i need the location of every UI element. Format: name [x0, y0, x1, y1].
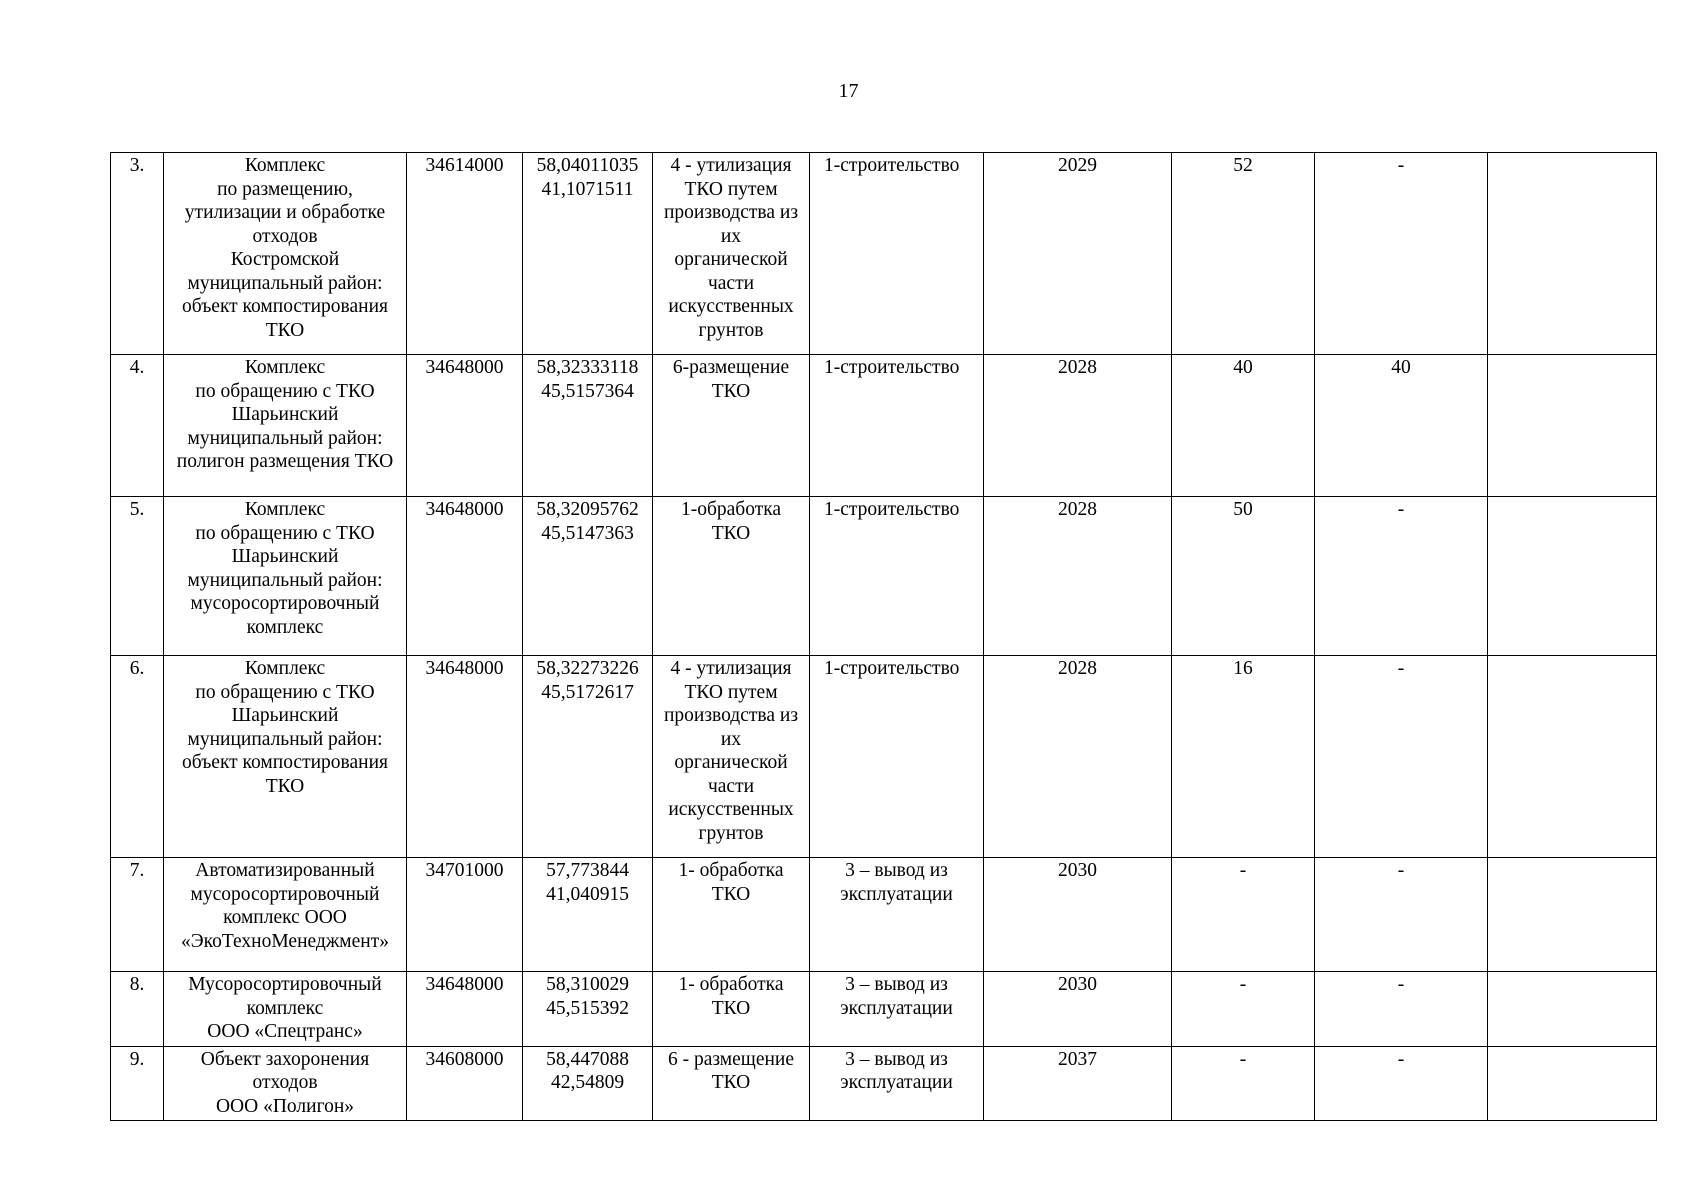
activity-type-cell: 6-размещение ТКО — [653, 355, 810, 497]
okato-code-cell: 34614000 — [407, 153, 523, 355]
activity-type-cell: 1- обработка ТКО — [653, 858, 810, 972]
coordinates-cell: 57,773844 41,040915 — [523, 858, 653, 972]
activity-type-cell: 6 - размещение ТКО — [653, 1046, 810, 1121]
stage-cell: 3 – вывод из эксплуатации — [810, 1046, 984, 1121]
facility-name-cell: Комплекс по обращению с ТКО Шарьинский муниципальный район: мусоросортировочный комплекс — [164, 497, 407, 656]
coordinates-cell: 58,447088 42,54809 — [523, 1046, 653, 1121]
stage-cell: 1-строительство — [810, 153, 984, 355]
capacity-cell: - — [1172, 972, 1315, 1047]
activity-type-cell: 1- обработка ТКО — [653, 972, 810, 1047]
stage-cell: 1-строительство — [810, 497, 984, 656]
table-row — [111, 153, 1657, 355]
capacity-cell: - — [1172, 858, 1315, 972]
stage-cell: 3 – вывод из эксплуатации — [810, 858, 984, 972]
area-cell: - — [1315, 497, 1488, 656]
coordinates-cell: 58,310029 45,515392 — [523, 972, 653, 1047]
year-cell: 2030 — [984, 858, 1172, 972]
extra-cell — [1488, 656, 1657, 858]
coordinates-cell: 58,32095762 45,5147363 — [523, 497, 653, 656]
row-number-cell: 5. — [111, 497, 164, 656]
facility-name-cell: Объект захоронения отходов ООО «Полигон» — [164, 1046, 407, 1121]
capacity-cell: 50 — [1172, 497, 1315, 656]
capacity-cell: 52 — [1172, 153, 1315, 355]
facility-name-cell: Мусоросортировочный комплекс ООО «Спецтранс» — [164, 972, 407, 1047]
facility-name-cell: Комплекс по обращению с ТКО Шарьинский муниципальный район: объект компостирования ТКО — [164, 656, 407, 858]
year-cell: 2028 — [984, 497, 1172, 656]
activity-type-cell: 4 - утилизация ТКО путем производства из их органической части искусственных грунтов — [653, 153, 810, 355]
table-row — [111, 1046, 1657, 1121]
extra-cell — [1488, 497, 1657, 656]
area-cell: - — [1315, 858, 1488, 972]
area-cell: - — [1315, 1046, 1488, 1121]
facility-name-cell: Комплекс по обращению с ТКО Шарьинский муниципальный район: полигон размещения ТКО — [164, 355, 407, 497]
okato-code-cell: 34701000 — [407, 858, 523, 972]
year-cell: 2037 — [984, 1046, 1172, 1121]
capacity-cell: 40 — [1172, 355, 1315, 497]
area-cell: - — [1315, 972, 1488, 1047]
okato-code-cell: 34608000 — [407, 1046, 523, 1121]
table-row — [111, 497, 1657, 656]
coordinates-cell: 58,32273226 45,5172617 — [523, 656, 653, 858]
extra-cell — [1488, 858, 1657, 972]
row-number-cell: 6. — [111, 656, 164, 858]
okato-code-cell: 34648000 — [407, 656, 523, 858]
coordinates-cell: 58,04011035 41,1071511 — [523, 153, 653, 355]
stage-cell: 3 – вывод из эксплуатации — [810, 972, 984, 1047]
row-number-cell: 3. — [111, 153, 164, 355]
table-row — [111, 858, 1657, 972]
row-number-cell: 7. — [111, 858, 164, 972]
coordinates-cell: 58,32333118 45,5157364 — [523, 355, 653, 497]
okato-code-cell: 34648000 — [407, 355, 523, 497]
year-cell: 2028 — [984, 656, 1172, 858]
row-number-cell: 9. — [111, 1046, 164, 1121]
okato-code-cell: 34648000 — [407, 972, 523, 1047]
facility-name-cell: Автоматизированный мусоросортировочный комплекс ООО «ЭкоТехноМенеджмент» — [164, 858, 407, 972]
area-cell: - — [1315, 153, 1488, 355]
row-number-cell: 8. — [111, 972, 164, 1047]
extra-cell — [1488, 1046, 1657, 1121]
capacity-cell: - — [1172, 1046, 1315, 1121]
extra-cell — [1488, 972, 1657, 1047]
row-number-cell: 4. — [111, 355, 164, 497]
area-cell: - — [1315, 656, 1488, 858]
extra-cell — [1488, 153, 1657, 355]
stage-cell: 1-строительство — [810, 656, 984, 858]
table-row — [111, 972, 1657, 1047]
table-row — [111, 656, 1657, 858]
year-cell: 2030 — [984, 972, 1172, 1047]
stage-cell: 1-строительство — [810, 355, 984, 497]
okato-code-cell: 34648000 — [407, 497, 523, 656]
waste-facilities-table — [110, 152, 1657, 1121]
extra-cell — [1488, 355, 1657, 497]
activity-type-cell: 1-обработка ТКО — [653, 497, 810, 656]
year-cell: 2029 — [984, 153, 1172, 355]
capacity-cell: 16 — [1172, 656, 1315, 858]
area-cell: 40 — [1315, 355, 1488, 497]
table-row — [111, 355, 1657, 497]
page-number: 17 — [838, 80, 859, 102]
activity-type-cell: 4 - утилизация ТКО путем производства из их органической части искусственных грунтов — [653, 656, 810, 858]
facility-name-cell: Комплекс по размещению, утилизации и обработке отходов Костромской муниципальный район: объект компостирования ТКО — [164, 153, 407, 355]
year-cell: 2028 — [984, 355, 1172, 497]
